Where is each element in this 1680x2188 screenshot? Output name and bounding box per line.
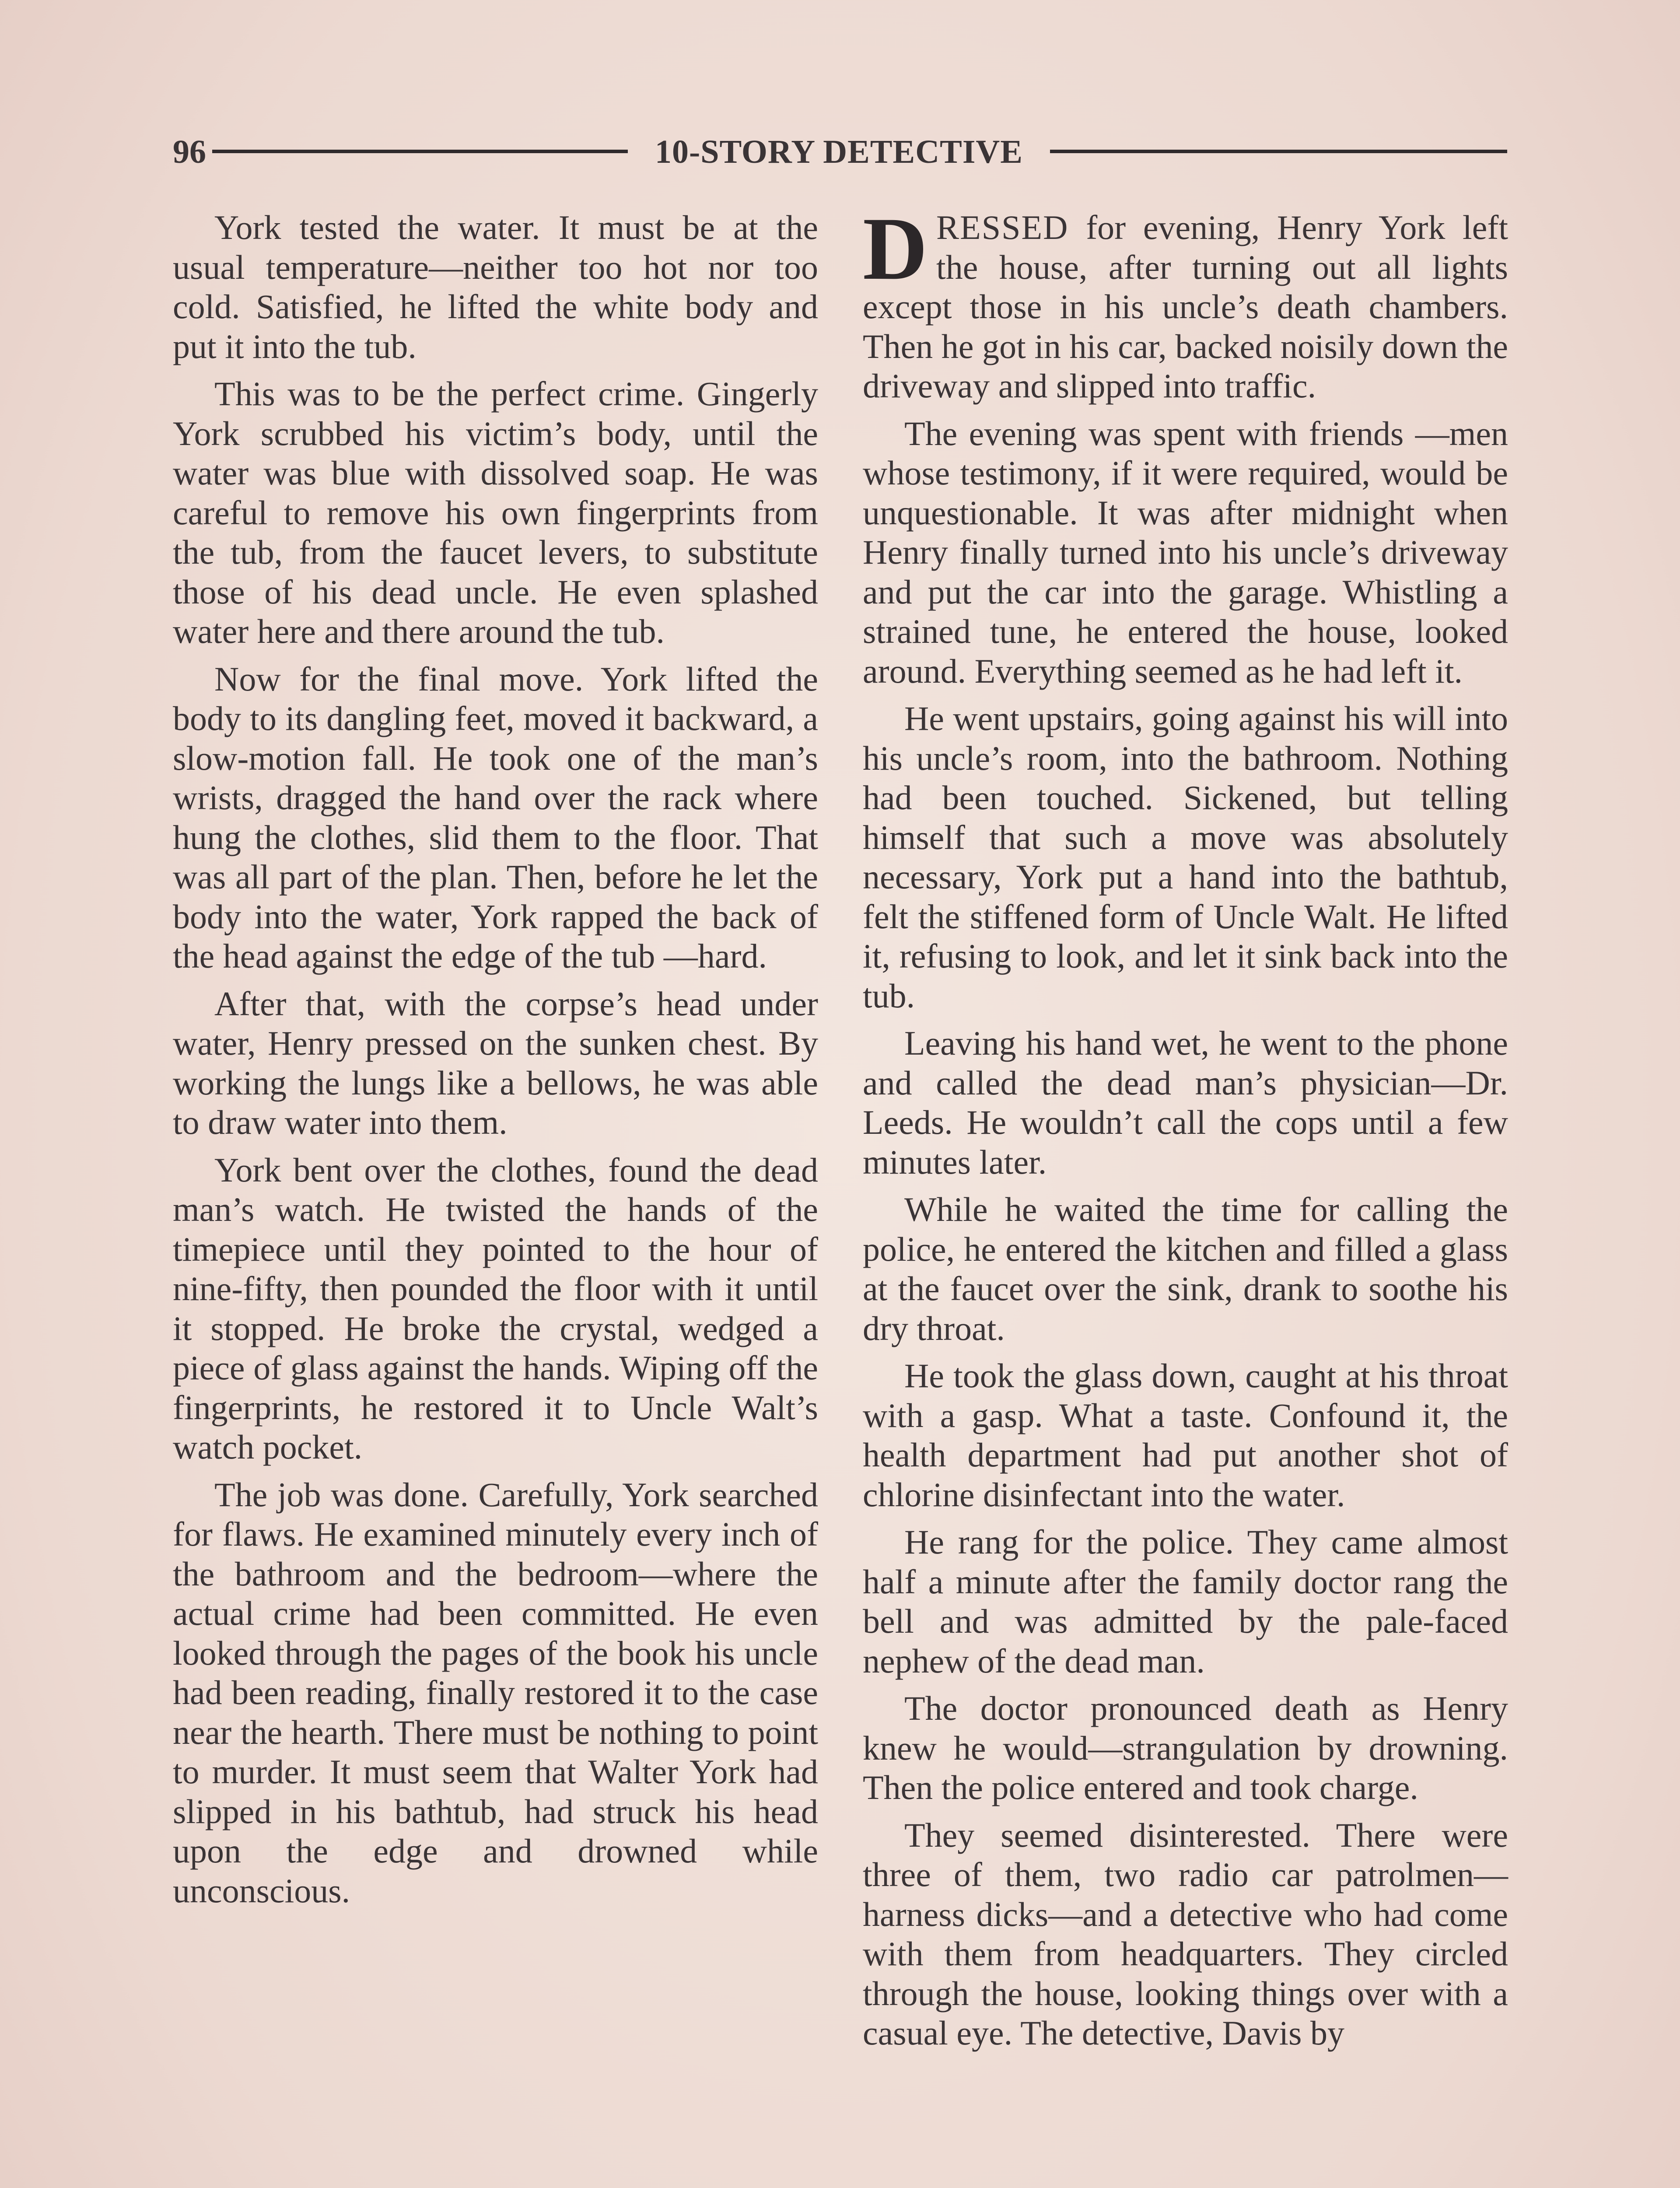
paragraph: He rang for the police. They came almost half a minute after the family doctor rang the bell and was admitted by the pale-faced nephew of the dead man. — [863, 1523, 1508, 1680]
paragraph: They seemed disinterested. There were three of them, two radio car patrolmen—harness dicks—and a detective who had come with them from headquarters. They circled through the house, looking things over with a casual eye. The detective, Davis by — [863, 1816, 1508, 2052]
paragraph: Leaving his hand wet, he went to the phone and called the dead man’s physician—Dr. Leeds. He wouldn’t call the cops until a few minutes later. — [863, 1024, 1508, 1181]
paragraph: He went upstairs, going against his will into his uncle’s room, into the bathroom. Nothing had been touched. Sickened, but telling himself that such a move was absolutely necessary, York put a hand into the bathtub, felt the stiffened form of Uncle Walt. He lifted it, refusing to look, and let it sink back into the tub. — [863, 699, 1508, 1015]
left-column — [173, 208, 818, 1918]
drop-cap: D — [863, 199, 928, 298]
lead-text: for evening, Henry York left the house, after turning out all lights except those in his uncle’s death chambers. Then he got in his car, backed noisily down the driveway and slipped into traffic. — [863, 208, 1508, 405]
paragraph: This was to be the perfect crime. Gingerly York scrubbed his victim’s body, until the water was blue with dissolved soap. He was careful to remove his own fingerprints from the tub, from the faucet levers, to substitute those of his dead uncle. He even splashed water here and there around the tub. — [173, 375, 818, 650]
paragraph: While he waited the time for calling the police, he entered the kitchen and filled a glass at the faucet over the sink, drank to soothe his dry throat. — [863, 1190, 1508, 1347]
paragraph: He took the glass down, caught at his throat with a gasp. What a taste. Confound it, the health department had put another shot of chlorine disinfectant into the water. — [863, 1357, 1508, 1514]
lead-paragraph — [863, 199, 1508, 406]
paragraph: After that, with the corpse’s head under water, Henry pressed on the sunken chest. By working the lungs like a bellows, he was able to draw water into them. — [173, 984, 818, 1141]
magazine-title: 10-STORY DETECTIVE — [655, 133, 1023, 170]
header-rule-right — [1050, 150, 1507, 153]
header-rule-left — [212, 150, 628, 153]
paragraph: The doctor pronounced death as Henry knew he would—strangulation by drowning. Then the police entered and took charge. — [863, 1689, 1508, 1806]
paragraph: Now for the final move. York lifted the body to its dangling feet, moved it backward, a slow-motion fall. He took one of the man’s wrists, dragged the hand over the rack where hung the clothes, slid them to the floor. That was all part of the plan. Then, before he let the body into the water, York rapped the back of the head against the edge of the tub —hard. — [173, 659, 818, 975]
lead-caps: RESSED — [936, 208, 1069, 246]
paragraph: York bent over the clothes, found the dead man’s watch. He twisted the hands of the timepiece until they pointed to the hour of nine-fifty, then pounded the floor with it until it stopped. He broke the crystal, wedged a piece of glass against the hands. Wiping off the fingerprints, he restored it to Uncle Walt’s watch pocket. — [173, 1150, 818, 1466]
paragraph: York tested the water. It must be at the usual temperature—neither too hot nor too cold. Satisfied, he lifted the white body and put it into the tub. — [173, 208, 818, 365]
right-column — [863, 199, 1508, 2061]
page-header — [173, 128, 1507, 176]
paragraph: The evening was spent with friends —men whose testimony, if it were required, would be unquestionable. It was after midnight when Henry finally turned into his uncle’s driveway and put the car into the garage. Whistling a strained tune, he entered the house, looked around. Everything seemed as he had left it. — [863, 414, 1508, 690]
paragraph: The job was done. Carefully, York searched for flaws. He examined minutely every inch of the bathroom and the bedroom—where the actual crime had been committed. He even looked through the pages of the book his uncle had been reading, finally restored it to the case near the hearth. There must be nothing to point to murder. It must seem that Walter York had slipped in his bathtub, had struck his head upon the edge and drowned while unconscious. — [173, 1475, 818, 1910]
page-number: 96 — [173, 133, 206, 170]
